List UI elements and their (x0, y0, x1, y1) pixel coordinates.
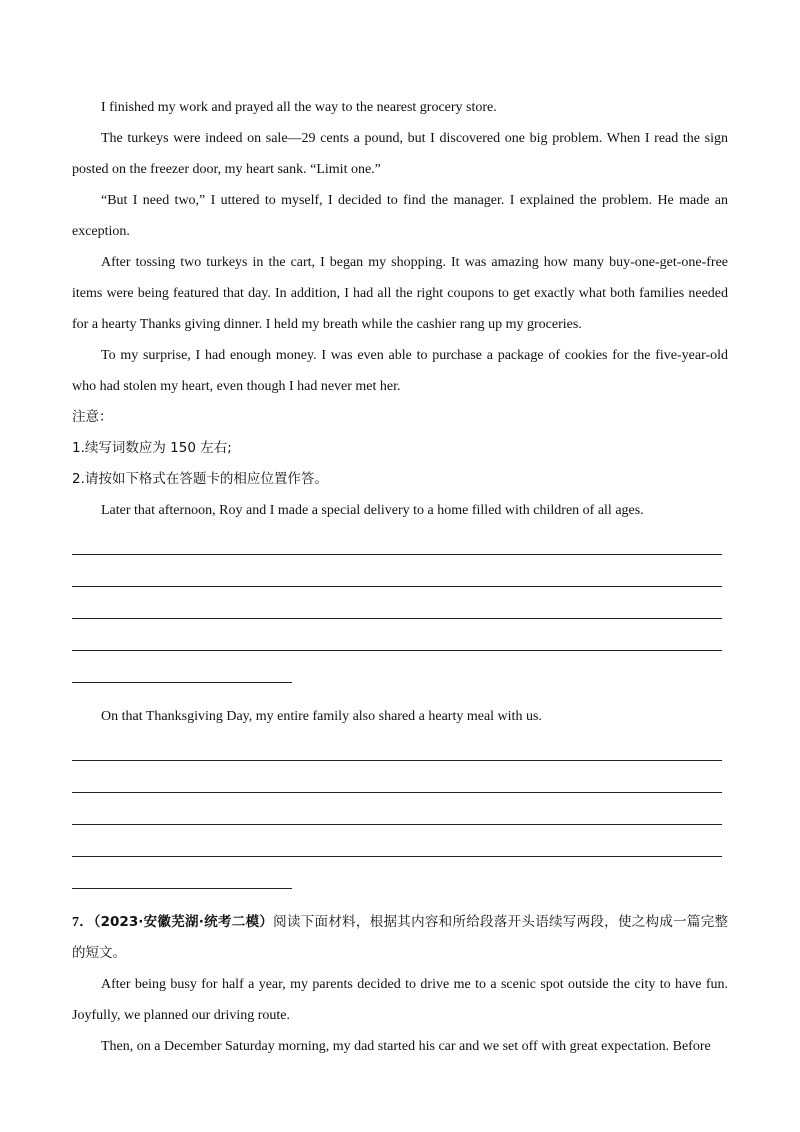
question-7-paragraph-1: After being busy for half a year, my parents decided to drive me to a scenic spot outside the city to have fun. Joyfully, we planned our driving route. (72, 977, 728, 1023)
continuation-prompt-1: Later that afternoon, Roy and I made a special delivery to a home filled with children of all ages. (101, 503, 644, 518)
note-item-2: 2.请按如下格式在答题卡的相应位置作答。 (72, 471, 328, 487)
question-7-paragraph-2: Then, on a December Saturday morning, my dad started his car and we set off with great expectation. Before (101, 1039, 711, 1054)
story-paragraph-1: I finished my work and prayed all the way to the nearest grocery store. (101, 100, 497, 115)
story-paragraph-3: “But I need two,” I uttered to myself, I decided to find the manager. I explained the problem. He made an exception. (72, 193, 728, 239)
answer-line (72, 760, 722, 761)
answer-line (72, 650, 722, 651)
question-instruction: 阅读下面材料，根据其内容和所给段落开头语续写两段，使之构成一篇完整的短文。 (72, 914, 728, 961)
spacer (72, 683, 728, 701)
document-page (72, 92, 728, 1062)
question-source: （2023·安徽芜湖·统考二模） (93, 914, 274, 930)
spacer (72, 732, 728, 754)
continuation-prompt-2: On that Thanksgiving Day, my entire family also shared a hearty meal with us. (101, 709, 542, 724)
story-paragraph-2: The turkeys were indeed on sale—29 cents a pound, but I discovered one big problem. When I read the sign posted on the freezer door, my heart sank. “Limit one.” (72, 131, 728, 177)
question-number: 7． (72, 915, 94, 930)
answer-line (72, 856, 722, 857)
answer-line (72, 554, 722, 555)
story-paragraph-4: After tossing two turkeys in the cart, I began my shopping. It was amazing how many buy-one-get-one-free items were being featured that day. In addition, I had all the right coupons to get exactly what both families needed for a hearty Thanks giving dinner. I held my breath while the cashier rang up my groceries. (72, 255, 728, 332)
answer-line (72, 792, 722, 793)
answer-lines-2 (72, 760, 728, 889)
spacer (72, 889, 728, 907)
story-paragraph-5: To my surprise, I had enough money. I was even able to purchase a package of cookies for the five-year-old who had stolen my heart, even though I had never met her. (72, 348, 728, 394)
answer-line (72, 824, 722, 825)
answer-line (72, 586, 722, 587)
spacer (72, 526, 728, 548)
notes-heading: 注意： (72, 409, 113, 425)
question-7-header (72, 907, 728, 969)
answer-lines-1 (72, 554, 728, 683)
answer-line (72, 618, 722, 619)
note-item-1: 1.续写词数应为 150 左右; (72, 440, 232, 456)
